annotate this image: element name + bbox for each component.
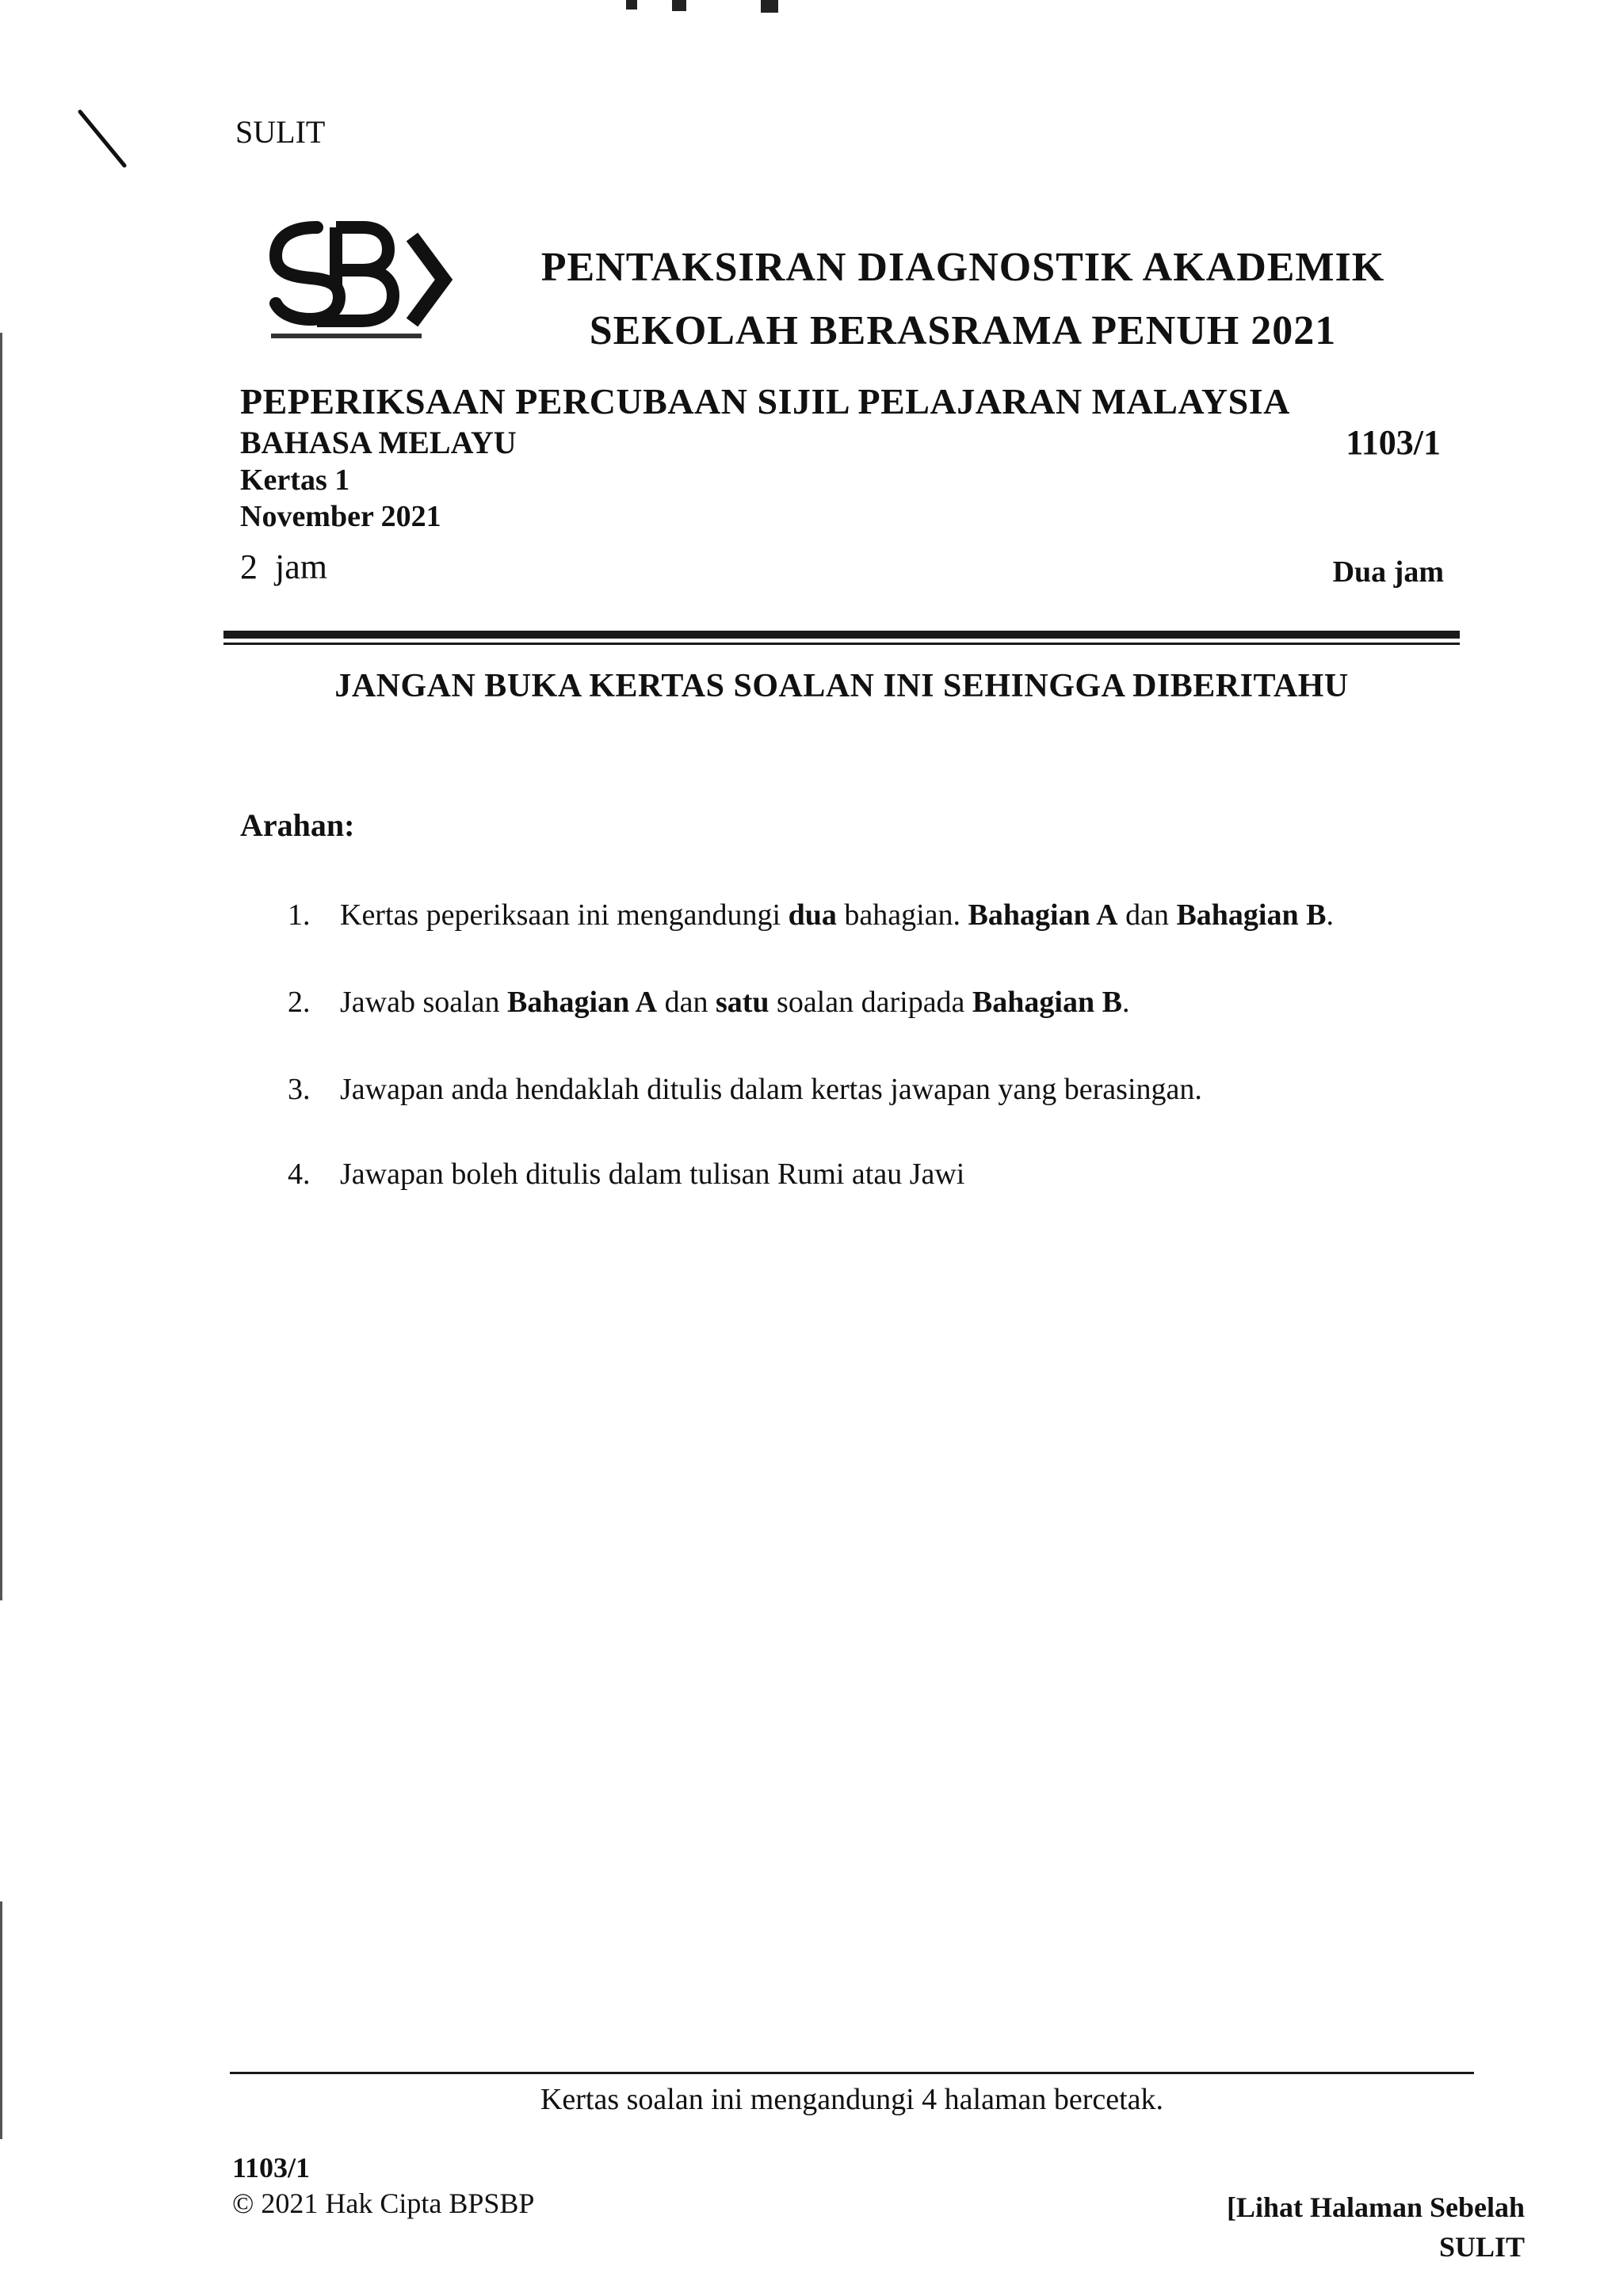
instruction-number: 4. (288, 1158, 311, 1191)
scan-artifact-left-edge-2 (0, 1901, 2, 2139)
instruction-item (288, 1157, 964, 1192)
scan-artifact-top-3 (761, 0, 778, 13)
instruction-run: Jawapan boleh ditulis dalam tulisan Rumi atau Jawi (340, 1158, 965, 1191)
instruction-emphasis: Bahagian A (507, 986, 658, 1019)
footer-paper-code: 1103/1 (232, 2152, 311, 2183)
subject-name: BAHASA MELAYU (240, 425, 517, 460)
instruction-emphasis: Bahagian B (1176, 898, 1327, 932)
exam-duration: 2 jam (240, 547, 327, 586)
instruction-run: . (1326, 898, 1334, 932)
instruction-item (288, 898, 1334, 933)
page-count-note: Kertas soalan ini mengandungi 4 halaman bercetak. (540, 2083, 1164, 2116)
instruction-run: dan (657, 986, 716, 1019)
organizer-title (444, 236, 1482, 363)
scan-artifact-top-1 (626, 0, 637, 10)
exam-duration-words: Dua jam (1332, 555, 1444, 589)
instruction-emphasis: dua (788, 898, 837, 932)
instructions-label: Arahan: (240, 807, 355, 843)
instruction-run: Kertas peperiksaan ini mengandungi (340, 898, 789, 932)
instruction-run: soalan daripada (769, 986, 972, 1019)
instruction-text (340, 1072, 1202, 1107)
instruction-run: . (1121, 986, 1130, 1019)
instruction-item (288, 985, 1129, 1020)
footer-divider (230, 2072, 1474, 2074)
classification-top: SULIT (235, 114, 326, 150)
exam-title: PEPERIKSAAN PERCUBAAN SIJIL PELAJARAN MALAYSIA (240, 381, 1290, 421)
instruction-text (340, 898, 1334, 933)
instruction-run: Jawapan anda hendaklah ditulis dalam kertas jawapan yang berasingan. (340, 1073, 1202, 1106)
classification-bottom: SULIT (1438, 2231, 1525, 2263)
organizer-line-2: SEKOLAH BERASRAMA PENUH 2021 (589, 308, 1337, 353)
paper-code: 1103/1 (1346, 423, 1441, 462)
instruction-number: 1. (288, 898, 311, 932)
exam-date: November 2021 (240, 500, 441, 533)
instruction-run: bahagian. (836, 898, 968, 932)
paper-number: Kertas 1 (240, 463, 350, 497)
header-divider-thin (223, 643, 1460, 645)
instruction-emphasis: Bahagian A (968, 898, 1118, 932)
scan-artifact-left-edge (0, 333, 2, 1600)
copyright-notice: © 2021 Hak Cipta BPSBP (232, 2187, 535, 2219)
instruction-emphasis: satu (715, 986, 769, 1019)
instruction-text (340, 1157, 964, 1192)
header-divider-thick (223, 631, 1460, 639)
see-next-page-note: [Lihat Halaman Sebelah (1226, 2191, 1525, 2223)
instruction-number: 3. (288, 1073, 311, 1106)
instruction-text (340, 985, 1129, 1020)
instruction-number: 2. (288, 986, 311, 1019)
instruction-item (288, 1072, 1202, 1107)
instruction-run: dan (1117, 898, 1177, 932)
sbp-logo (262, 210, 468, 345)
scan-artifact-top-2 (672, 0, 686, 11)
do-not-open-warning: JANGAN BUKA KERTAS SOALAN INI SEHINGGA DIBERITAHU (334, 668, 1349, 704)
organizer-line-1: PENTAKSIRAN DIAGNOSTIK AKADEMIK (540, 245, 1385, 290)
pen-stroke-mark (75, 107, 131, 170)
instruction-run: Jawab soalan (340, 986, 508, 1019)
instruction-emphasis: Bahagian B (972, 986, 1122, 1019)
